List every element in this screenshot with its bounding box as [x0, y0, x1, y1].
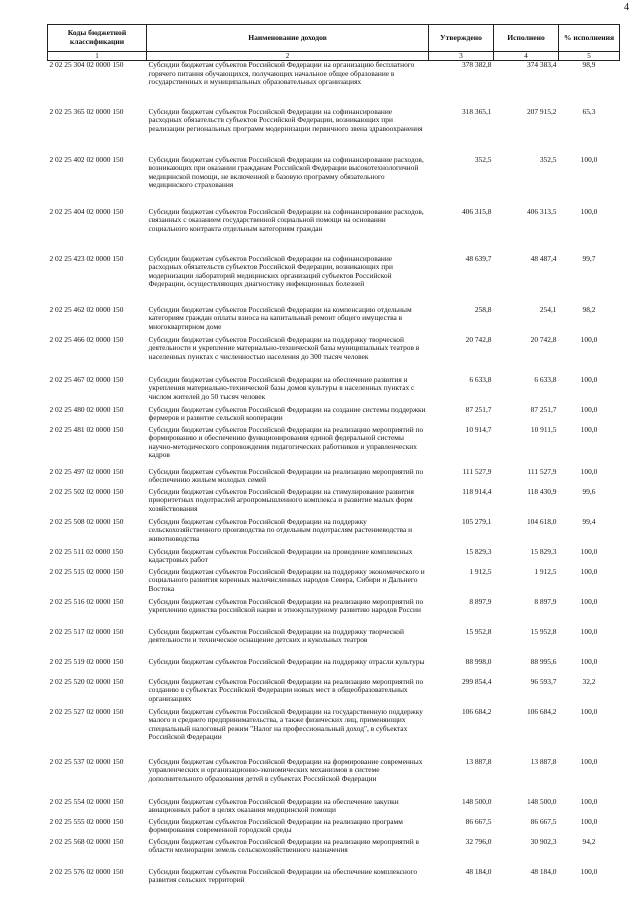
- row-executed: 111 527,9: [527, 466, 557, 476]
- row-code: 2 02 25 466 02 0000 150: [49, 334, 124, 344]
- row-name: Субсидии бюджетам субъектов Российской Федерации на организацию бесплатного горячего питания обучающихся, получающих начальное общее образование в государственных и муниципальных образовательных организациях: [148, 60, 415, 87]
- table-row: [48, 376, 620, 406]
- row-executed: 96 593,7: [530, 676, 557, 686]
- row-code: 2 02 25 537 02 0000 150: [49, 756, 124, 766]
- row-approved: 10 914,7: [465, 424, 492, 434]
- header-num-4: 4: [494, 52, 559, 61]
- row-percent: 100,0: [580, 546, 598, 556]
- row-name: Субсидии бюджетам субъектов Российской Федерации на обеспечение развития и укрепления материально-технической базы домов культуры в населенных пунктах с числом жителей до 50 тысяч человек: [148, 374, 415, 401]
- row-executed: 118 430,9: [527, 486, 557, 496]
- header-code: Коды бюджетной классификации: [48, 25, 147, 52]
- row-executed: 406 313,5: [526, 206, 557, 216]
- table-row: [48, 758, 620, 798]
- row-executed: 374 383,4: [526, 60, 557, 70]
- row-percent: 100,0: [580, 424, 598, 434]
- row-code: 2 02 25 517 02 0000 150: [49, 626, 124, 636]
- table-row: [48, 208, 620, 255]
- header-percent: % исполнения: [559, 25, 620, 52]
- row-name: Субсидии бюджетам субъектов Российской Федерации на поддержку сельскохозяйственного производства по отдельным подотраслям растениеводства и животноводства: [148, 516, 413, 543]
- row-approved: 148 500,0: [461, 796, 492, 806]
- row-executed: 87 251,7: [530, 404, 557, 414]
- row-percent: 100,0: [580, 626, 598, 636]
- row-approved: 88 998,0: [465, 656, 492, 666]
- table-row: [48, 255, 620, 306]
- row-executed: 48 184,0: [530, 866, 557, 876]
- row-code: 2 02 25 519 02 0000 150: [49, 656, 124, 666]
- row-name: Субсидии бюджетам субъектов Российской Федерации на реализацию мероприятий в области мелиорации земель сельскохозяйственного назначения: [148, 836, 420, 855]
- row-name: Субсидии бюджетам субъектов Российской Федерации на поддержку экономического и социального развития коренных малочисленных народов Севера, Сибири и Дальнего Востока: [148, 566, 425, 593]
- row-name: Субсидии бюджетам субъектов Российской Федерации на формирование современных управленческих и организационно-экономических механизмов в системе дополнительного образования детей в субъектах Российской Федерации: [148, 756, 423, 783]
- row-code: 2 02 25 516 02 0000 150: [49, 596, 124, 606]
- row-executed: 207 915,2: [526, 106, 557, 116]
- page-number: 4: [624, 2, 629, 13]
- row-approved: 105 279,1: [461, 516, 492, 526]
- row-percent: 100,0: [580, 756, 598, 766]
- row-name: Субсидии бюджетам субъектов Российской Федерации на государственную поддержку малого и среднего предпринимательства, а также физических лиц, применяющих специальный налоговый режим "Налог на профессиональный доход", в субъектах Российской Федерации: [148, 706, 423, 742]
- row-percent: 100,0: [580, 206, 598, 216]
- row-executed: 86 667,5: [530, 816, 557, 826]
- table-row: [48, 708, 620, 758]
- row-approved: 20 742,8: [465, 334, 492, 344]
- row-approved: 13 887,8: [465, 756, 492, 766]
- table-row: [48, 336, 620, 376]
- row-percent: 99,7: [582, 253, 596, 263]
- table-row: [48, 548, 620, 568]
- header-num-3: 3: [429, 52, 494, 61]
- row-name: Субсидии бюджетам субъектов Российской Федерации на обеспечение закупки авиационных работ в целях оказания медицинской помощи: [148, 796, 399, 815]
- row-executed: 104 618,0: [526, 516, 557, 526]
- row-approved: 378 382,8: [461, 60, 492, 70]
- row-code: 2 02 25 555 02 0000 150: [49, 816, 124, 826]
- table-row: [48, 798, 620, 818]
- row-executed: 10 911,5: [530, 424, 557, 434]
- row-name: Субсидии бюджетам субъектов Российской Федерации на проведение комплексных кадастровых работ: [148, 546, 413, 565]
- row-executed: 1 912,5: [534, 566, 557, 576]
- table-row: [48, 108, 620, 156]
- header-approved: Утверждено: [429, 25, 494, 52]
- row-percent: 32,2: [582, 676, 596, 686]
- row-percent: 100,0: [580, 596, 598, 606]
- row-code: 2 02 25 404 02 0000 150: [49, 206, 124, 216]
- row-percent: 100,0: [580, 374, 598, 384]
- row-percent: 94,2: [582, 836, 596, 846]
- row-code: 2 02 25 462 02 0000 150: [49, 304, 124, 314]
- row-code: 2 02 25 554 02 0000 150: [49, 796, 124, 806]
- row-name: Субсидии бюджетам субъектов Российской Федерации на реализацию мероприятий по формированию и обеспечению функционирования единой федеральной системы научно-методического сопровождения педагогических работников и управленческих кадров: [148, 424, 424, 460]
- header-name: Наименование доходов: [147, 25, 429, 52]
- table-row: [48, 426, 620, 468]
- table-row: [48, 468, 620, 488]
- row-name: Субсидии бюджетам субъектов Российской Федерации на компенсацию отдельным категориям граждан оплаты взноса на капитальный ремонт общего имущества в многоквартирном доме: [148, 304, 412, 331]
- row-code: 2 02 25 576 02 0000 150: [49, 866, 124, 876]
- row-percent: 98,9: [582, 60, 596, 70]
- row-name: Субсидии бюджетам субъектов Российской Федерации на создание системы поддержки фермеров и развитие сельской кооперации: [148, 404, 426, 423]
- row-executed: 8 897,9: [534, 596, 557, 606]
- table-row: [48, 658, 620, 678]
- row-code: 2 02 25 520 02 0000 150: [49, 676, 124, 686]
- row-percent: 100,0: [580, 404, 598, 414]
- row-approved: 15 829,3: [465, 546, 492, 556]
- row-percent: 100,0: [580, 334, 598, 344]
- row-executed: 20 742,8: [530, 334, 557, 344]
- row-approved: 1 912,5: [469, 566, 492, 576]
- row-name: Субсидии бюджетам субъектов Российской Федерации на реализацию мероприятий по обеспечению жильем молодых семей: [148, 466, 424, 485]
- row-executed: 15 829,3: [530, 546, 557, 556]
- row-approved: 352,5: [474, 154, 492, 164]
- row-percent: 65,3: [582, 106, 596, 116]
- row-percent: 99,4: [582, 516, 596, 526]
- header-num-5: 5: [559, 52, 620, 61]
- header-num-1: 1: [48, 52, 147, 61]
- row-approved: 6 633,8: [469, 374, 492, 384]
- row-code: 2 02 25 511 02 0000 150: [49, 546, 124, 556]
- row-approved: 258,8: [474, 304, 492, 314]
- revenue-table: [47, 24, 620, 903]
- row-code: 2 02 25 481 02 0000 150: [49, 424, 124, 434]
- row-percent: 100,0: [580, 866, 598, 876]
- table-row: [48, 61, 620, 108]
- table-row: [48, 818, 620, 838]
- row-executed: 352,5: [539, 154, 557, 164]
- row-name: Субсидии бюджетам субъектов Российской Федерации на реализацию мероприятий по укреплению единства российской нации и этнокультурному развитию народов России: [148, 596, 424, 615]
- row-approved: 8 897,9: [469, 596, 492, 606]
- row-executed: 6 633,8: [534, 374, 557, 384]
- table-body: [48, 61, 620, 903]
- row-percent: 99,6: [582, 486, 596, 496]
- table-row: [48, 838, 620, 868]
- row-name: Субсидии бюджетам субъектов Российской Федерации на стимулирование развития приоритетных подотраслей агропромышленного комплекса и развитие малых форм хозяйствования: [148, 486, 414, 513]
- row-code: 2 02 25 480 02 0000 150: [49, 404, 124, 414]
- row-approved: 32 796,0: [465, 836, 492, 846]
- row-approved: 111 527,9: [462, 466, 492, 476]
- row-name: Субсидии бюджетам субъектов Российской Федерации на реализацию мероприятий по созданию в субъектах Российской Федерации новых мест в общеобразовательных организациях: [148, 676, 424, 703]
- row-approved: 299 854,4: [461, 676, 492, 686]
- table-row: [48, 868, 620, 903]
- row-name: Субсидии бюджетам субъектов Российской Федерации на поддержку творческой деятельности и укрепление материально-технической базы муниципальных театров в населенных пунктах с численностью населения до 300 тысяч человек: [148, 334, 420, 361]
- row-approved: 406 315,8: [461, 206, 492, 216]
- row-name: Субсидии бюджетам субъектов Российской Федерации на софинансирование расходных обязательств субъектов Российской Федерации, возникающих при модернизации лабораторий медицинских организаций субъектов Российской Федерации, осуществляющих диагностику инфекционных болезней: [148, 253, 393, 289]
- row-name: Субсидии бюджетам субъектов Российской Федерации на поддержку отрасли культуры: [148, 656, 425, 666]
- table-row: [48, 678, 620, 708]
- row-percent: 100,0: [580, 656, 598, 666]
- row-percent: 98,2: [582, 304, 596, 314]
- row-executed: 106 684,2: [526, 706, 557, 716]
- row-percent: 100,0: [580, 566, 598, 576]
- row-code: 2 02 25 508 02 0000 150: [49, 516, 124, 526]
- row-percent: 100,0: [580, 706, 598, 716]
- table-row: [48, 598, 620, 628]
- table-row: [48, 568, 620, 598]
- table-row: [48, 518, 620, 548]
- row-code: 2 02 25 423 02 0000 150: [49, 253, 124, 263]
- row-executed: 48 487,4: [530, 253, 557, 263]
- row-executed: 13 887,8: [530, 756, 557, 766]
- row-name: Субсидии бюджетам субъектов Российской Федерации на поддержку творческой деятельности и техническое оснащение детских и кукольных театров: [148, 626, 404, 645]
- row-executed: 30 902,3: [530, 836, 557, 846]
- row-name: Субсидии бюджетам субъектов Российской Федерации на софинансирование расходных обязательств субъектов Российской Федерации, возникающих при реализации региональных программ модернизации первичного звена здравоохранения: [148, 106, 423, 133]
- row-approved: 48 184,0: [465, 866, 492, 876]
- row-approved: 318 365,1: [461, 106, 492, 116]
- table-row: [48, 628, 620, 658]
- row-code: 2 02 25 467 02 0000 150: [49, 374, 124, 384]
- row-percent: 100,0: [580, 466, 598, 476]
- row-code: 2 02 25 497 02 0000 150: [49, 466, 124, 476]
- row-executed: 254,1: [539, 304, 557, 314]
- row-code: 2 02 25 402 02 0000 150: [49, 154, 124, 164]
- row-executed: 148 500,0: [526, 796, 557, 806]
- header-executed: Исполнено: [494, 25, 559, 52]
- row-approved: 118 914,4: [462, 486, 492, 496]
- row-code: 2 02 25 515 02 0000 150: [49, 566, 124, 576]
- row-code: 2 02 25 527 02 0000 150: [49, 706, 124, 716]
- row-executed: 88 995,6: [530, 656, 557, 666]
- row-name: Субсидии бюджетам субъектов Российской Федерации на софинансирование расходов, возникающих при оказании гражданам Российской Федерации высокотехнологичной медицинской помощи, не включенной в базовую программу обязательного медицинского страхования: [148, 154, 424, 190]
- row-approved: 48 639,7: [465, 253, 492, 263]
- row-percent: 100,0: [580, 796, 598, 806]
- row-code: 2 02 25 365 02 0000 150: [49, 106, 124, 116]
- row-code: 2 02 25 568 02 0000 150: [49, 836, 124, 846]
- table-row: [48, 488, 620, 518]
- row-name: Субсидии бюджетам субъектов Российской Федерации на софинансирование расходов, связанных с оказанием государственной социальной помощи на основании социального контракта отдельным категориям граждан: [148, 206, 424, 233]
- table-row: [48, 406, 620, 426]
- table-row: [48, 156, 620, 208]
- header-num-2: 2: [147, 52, 429, 61]
- row-approved: 87 251,7: [465, 404, 492, 414]
- row-executed: 15 952,8: [530, 626, 557, 636]
- row-name: Субсидии бюджетам субъектов Российской Федерации на обеспечение комплексного развития сельских территорий: [148, 866, 418, 885]
- table-row: [48, 306, 620, 336]
- row-approved: 86 667,5: [465, 816, 492, 826]
- row-code: 2 02 25 304 02 0000 150: [49, 60, 124, 70]
- row-approved: 15 952,8: [465, 626, 492, 636]
- row-name: Субсидии бюджетам субъектов Российской Федерации на реализацию программ формирования современной городской среды: [148, 816, 403, 835]
- row-code: 2 02 25 502 02 0000 150: [49, 486, 124, 496]
- row-approved: 106 684,2: [461, 706, 492, 716]
- row-percent: 100,0: [580, 154, 598, 164]
- row-percent: 100,0: [580, 816, 598, 826]
